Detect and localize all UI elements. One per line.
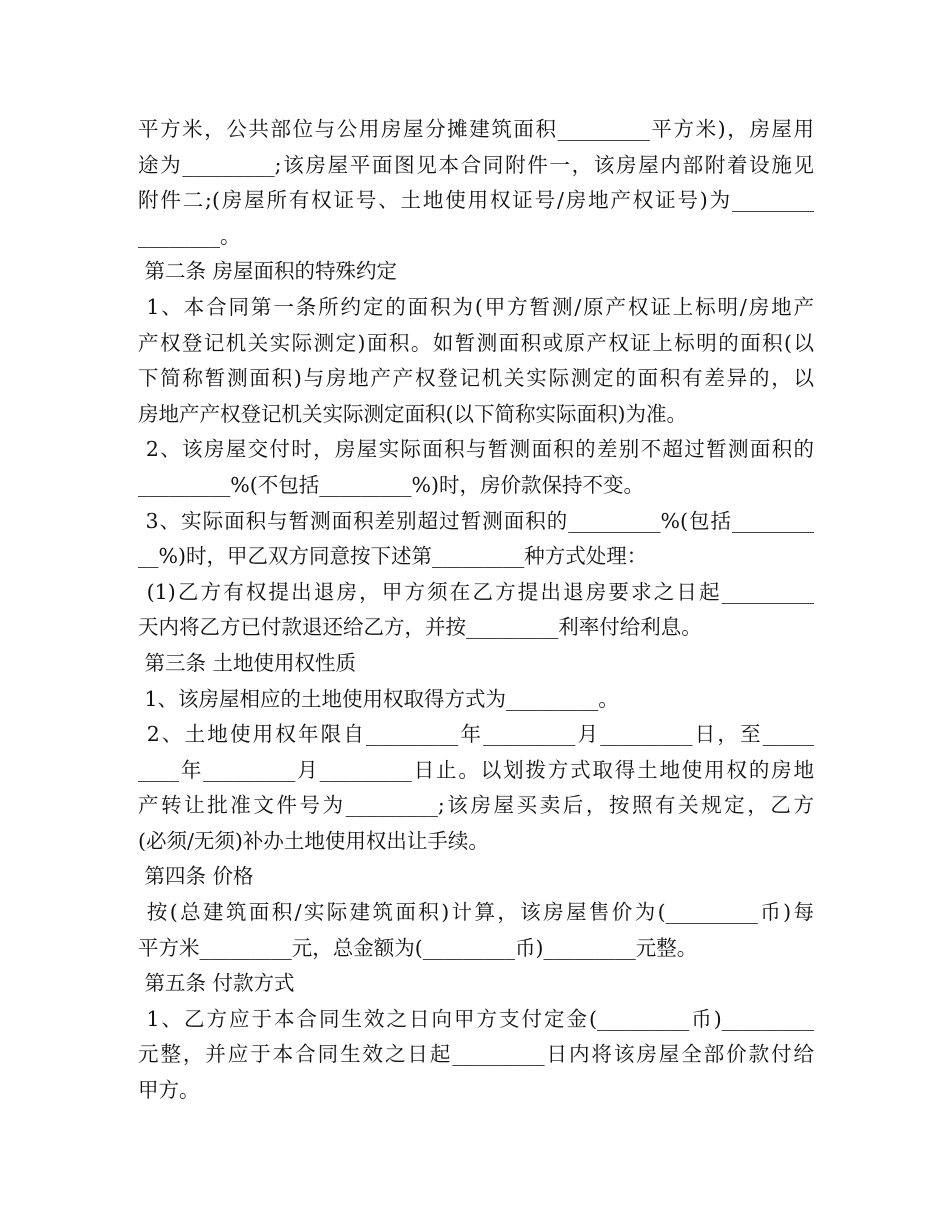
document-body <box>138 112 814 1109</box>
text-line: 2、该房屋交付时，房屋实际面积与暂测面积的差别不超过暂测面积的 <box>138 437 814 462</box>
text-line: (必须/无须)补办土地使用权出让手续。 <box>138 828 489 853</box>
text-line: 平方米，公共部位与公用房屋分摊建筑面积_________平方米)，房屋用 <box>138 117 814 141</box>
text-line: 甲方。 <box>138 1078 200 1103</box>
text-line: 按(总建筑面积/实际建筑面积)计算，该房屋售价为(_________币)每 <box>138 900 814 925</box>
text-line: 1、乙方应于本合同生效之日向甲方支付定金(_________币)_________ <box>138 1006 814 1031</box>
section-heading: 第四条 价格 <box>138 864 254 889</box>
section-heading: 第二条 房屋面积的特殊约定 <box>138 259 398 284</box>
text-line: 产转让批准文件号为_________;该房屋买卖后，按照有关规定，乙方 <box>138 793 814 818</box>
text-line: 1、本合同第一条所约定的面积为(甲方暂测/原产权证上标明/房地产 <box>138 294 814 319</box>
text-line: _________%(不包括_________%)时，房价款保持不变。 <box>138 472 644 497</box>
text-line: 3、实际面积与暂测面积差别超过暂测面积的_________%(包括________ <box>138 508 814 533</box>
text-line: 平方米_________元，总金额为(_________币)_________元整。 <box>138 935 698 960</box>
section-heading: 第五条 付款方式 <box>138 971 295 996</box>
text-line: (1)乙方有权提出退房，甲方须在乙方提出退房要求之日起_________ <box>138 579 814 604</box>
text-line: __%)时，甲乙双方同意按下述第_________种方式处理： <box>138 544 648 569</box>
text-line: ________。 <box>138 223 241 248</box>
text-line: 下简称暂测面积)与房地产产权登记机关实际测定的面积有差异的，以 <box>138 366 814 391</box>
text-line: 1、该房屋相应的土地使用权取得方式为_________。 <box>138 686 619 711</box>
text-line: 天内将乙方已付款退还给乙方，并按_________利率付给利息。 <box>138 615 702 640</box>
text-line: ____年_________月_________日止。以划拨方式取得土地使用权的房地 <box>138 757 814 782</box>
text-line: 2、土地使用权年限自_________年_________月_________日，至_____ <box>138 722 814 747</box>
section-heading: 第三条 土地使用权性质 <box>138 650 357 675</box>
text-line: 途为_________;该房屋平面图见本合同附件一，该房屋内部附着设施见 <box>138 152 814 177</box>
text-line: 产权登记机关实际测定)面积。如暂测面积或原产权证上标明的面积(以 <box>138 330 814 355</box>
text-line: 房地产产权登记机关实际测定面积(以下简称实际面积)为准。 <box>138 401 687 426</box>
text-line: 附件二;(房屋所有权证号、土地使用权证号/房地产权证号)为________ <box>138 188 814 213</box>
text-line: 元整，并应于本合同生效之日起_________日内将该房屋全部价款付给 <box>138 1042 814 1067</box>
